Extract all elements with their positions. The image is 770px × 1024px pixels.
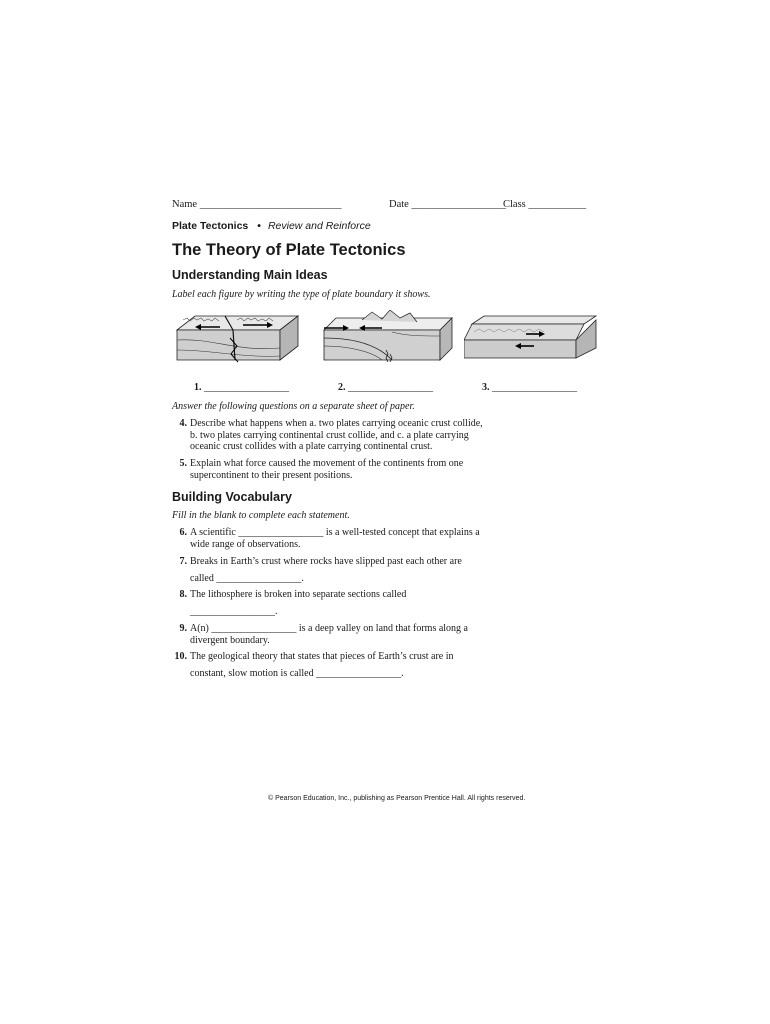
question-line: b. two plates carrying continental crust collide, and c. a plate carrying bbox=[190, 429, 469, 441]
question-text bbox=[190, 418, 560, 453]
question-line: Explain what force caused the movement of the continents from one bbox=[190, 458, 464, 469]
question-line: oceanic crust collides with a plate carrying continental crust. bbox=[190, 441, 433, 452]
blank-line: _________________ bbox=[345, 382, 433, 393]
question-number: 8. bbox=[179, 589, 187, 600]
questions-instruction: Answer the following questions on a separate sheet of paper. bbox=[172, 401, 415, 412]
figure-1-divergent-illustration bbox=[175, 310, 300, 378]
question-number: 4. bbox=[179, 418, 187, 429]
answer-blank-1[interactable] bbox=[194, 382, 289, 393]
date-field[interactable]: Date __________________ bbox=[389, 199, 506, 210]
question-line: Describe what happens when a. two plates carrying oceanic crust collide, bbox=[190, 418, 483, 429]
question-text bbox=[190, 589, 560, 617]
question-number: 5. bbox=[179, 458, 187, 469]
question-line: wide range of observations. bbox=[190, 538, 301, 550]
figure-2-convergent-illustration bbox=[322, 310, 457, 378]
question-line: The geological theory that states that pieces of Earth’s crust are in bbox=[190, 651, 454, 662]
answer-blank-2[interactable] bbox=[338, 382, 433, 393]
question-line: called _________________. bbox=[190, 572, 304, 584]
question-line: The lithosphere is broken into separate sections called bbox=[190, 589, 407, 600]
question-text bbox=[190, 458, 560, 481]
figures-row bbox=[172, 310, 602, 380]
main-ideas-heading: Understanding Main Ideas bbox=[172, 268, 328, 282]
vocabulary-heading: Building Vocabulary bbox=[172, 490, 292, 504]
blank-number: 1. bbox=[194, 382, 202, 393]
blank-number: 3. bbox=[482, 382, 490, 393]
figure-3-transform-illustration bbox=[464, 310, 604, 378]
question-line: constant, slow motion is called _________________. bbox=[190, 667, 404, 679]
question-number: 9. bbox=[179, 623, 187, 634]
question-text bbox=[190, 556, 560, 584]
class-field[interactable]: Class ___________ bbox=[503, 199, 587, 210]
question-line: A scientific _________________ is a well-tested concept that explains a bbox=[190, 527, 480, 538]
answer-blank-3[interactable] bbox=[482, 382, 577, 393]
question-line: Breaks in Earth’s crust where rocks have slipped past each other are bbox=[190, 556, 462, 567]
blank-number: 2. bbox=[338, 382, 346, 393]
question-text bbox=[190, 527, 560, 550]
bullet-separator: • bbox=[257, 220, 261, 232]
question-line: A(n) _________________ is a deep valley on land that forms along a bbox=[190, 623, 468, 634]
question-number: 7. bbox=[179, 556, 187, 567]
blank-line: _________________ bbox=[201, 382, 289, 393]
question-text bbox=[190, 623, 560, 646]
question-number: 6. bbox=[179, 527, 187, 538]
worksheet-type: Review and Reinforce bbox=[267, 220, 371, 232]
question-line: supercontinent to their present positions. bbox=[190, 469, 353, 481]
main-ideas-instruction: Label each figure by writing the type of plate boundary it shows. bbox=[172, 289, 431, 300]
question-line: _________________. bbox=[190, 605, 278, 617]
vocabulary-instruction: Fill in the blank to complete each statement. bbox=[172, 510, 350, 521]
blank-line: _________________ bbox=[489, 382, 577, 393]
question-text bbox=[190, 651, 560, 679]
section-tag bbox=[172, 220, 371, 232]
question-line: divergent boundary. bbox=[190, 634, 270, 646]
copyright-footer: © Pearson Education, Inc., publishing as Pearson Prentice Hall. All rights reserved. bbox=[268, 795, 526, 802]
chapter-name: Plate Tectonics bbox=[172, 220, 249, 232]
name-field[interactable]: Name ___________________________ bbox=[172, 199, 342, 210]
page-title: The Theory of Plate Tectonics bbox=[172, 241, 406, 259]
question-number: 10. bbox=[174, 651, 187, 662]
